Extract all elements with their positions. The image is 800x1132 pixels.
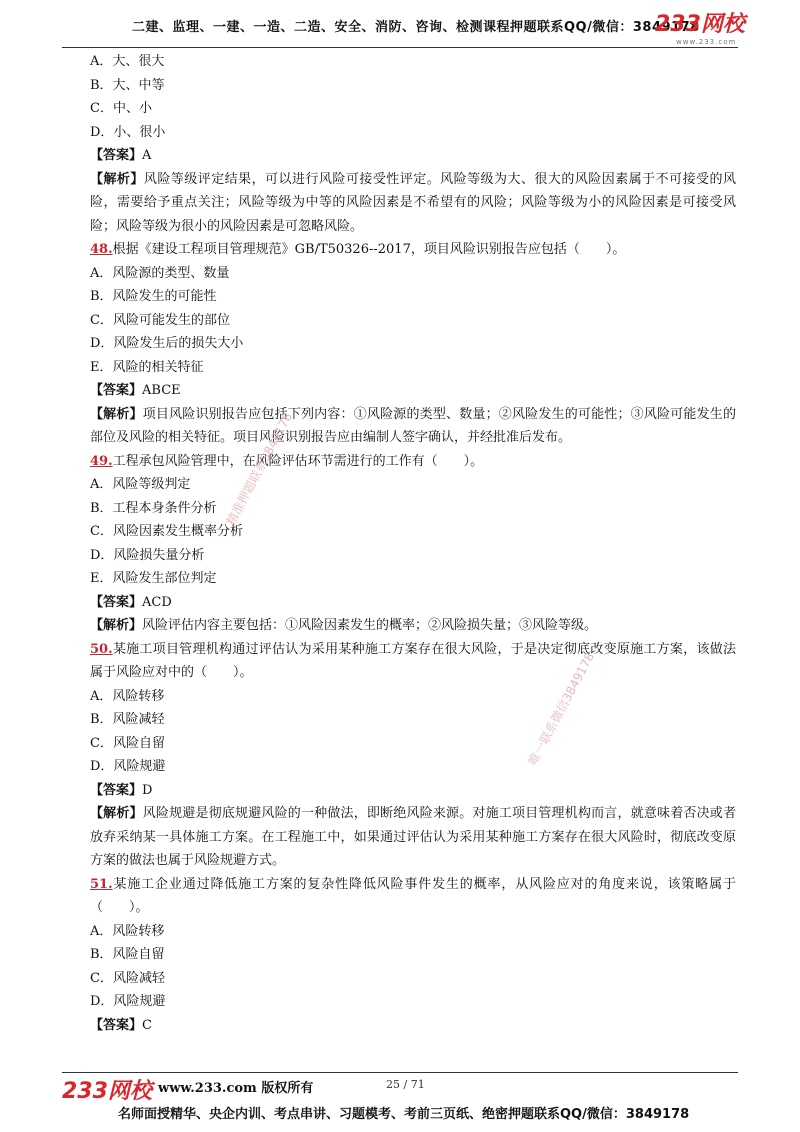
q47-analysis	[90, 168, 736, 239]
copyright-text: www.233.com 版权所有	[158, 1081, 314, 1096]
answer-value: A	[142, 148, 152, 163]
brand-logo-url: www.233.com	[676, 38, 737, 46]
q51-option-a: A．风险转移	[90, 923, 165, 939]
q50-analysis	[90, 802, 736, 873]
analysis-tag: 【解析】	[90, 806, 143, 821]
q51-option-c: C．风险减轻	[90, 970, 165, 986]
q50-option-d: D．风险规避	[90, 759, 166, 774]
q51-answer	[90, 1014, 736, 1038]
q48-analysis	[90, 403, 736, 450]
q47-option-c: C．中、小	[90, 101, 152, 116]
q49-stem	[90, 450, 736, 474]
question-number: 51.	[90, 876, 113, 892]
q50-option-b: B．风险减轻	[90, 712, 165, 727]
header-divider	[62, 47, 738, 48]
q48-option-c: C．风险可能发生的部位	[90, 312, 230, 328]
q49-option-e: E．风险发生部位判定	[90, 571, 217, 586]
analysis-text: 风险规避是彻底规避风险的一种做法，即断绝风险来源。对施工项目管理机构而言，就意味着否决或者放弃采纳某一具体施工方案。在工程施工中，如果通过评估认为采用某种施工方案存在很大风险时，彻底改变原方案的做法也属于风险规避方式。	[90, 806, 736, 868]
analysis-tag: 【解析】	[90, 171, 144, 187]
q49-option-c: C．风险因素发生概率分析	[90, 524, 243, 539]
question-number: 50.	[90, 641, 113, 657]
answer-value: C	[142, 1017, 152, 1033]
answer-value: ABCE	[142, 383, 181, 398]
q50-answer	[90, 779, 736, 803]
analysis-tag: 【解析】	[90, 618, 143, 633]
q48-option-b: B．风险发生的可能性	[90, 289, 217, 304]
q50-option-a: A．风险转移	[90, 688, 165, 704]
q49-option-d: D．风险损失量分析	[90, 547, 205, 563]
q49-answer	[90, 591, 736, 615]
answer-tag: 【答案】	[90, 383, 143, 398]
document-body	[90, 50, 736, 1037]
page-header	[0, 0, 800, 50]
footer-divider	[62, 1072, 738, 1073]
answer-tag: 【答案】	[90, 782, 143, 798]
analysis-text: 风险等级评定结果，可以进行风险可接受性评定。风险等级为大、很大的风险因素属于不可接受的风险，需要给予重点关注；风险等级为中等的风险因素是不希望有的风险；风险等级为小的风险因素是可接受风险；风险等级为很小的风险因素是可忽略风险。	[90, 171, 736, 234]
answer-tag: 【答案】	[90, 148, 143, 163]
analysis-tag: 【解析】	[90, 406, 143, 422]
answer-tag: 【答案】	[90, 594, 143, 610]
q51-option-b: B．风险自留	[90, 947, 165, 962]
watermark-text: 唯一联系微信3849178	[525, 650, 598, 768]
question-number: 48.	[90, 242, 113, 257]
q49-option-b: B．工程本身条件分析	[90, 500, 217, 516]
question-text: 某施工项目管理机构通过评估认为采用某种施工方案存在很大风险，于是决定彻底改变原施工方案，该做法属于风险应对中的（ ）。	[90, 641, 736, 680]
q47-option-d: D．小、很小	[90, 124, 166, 140]
q48-option-e: E．风险的相关特征	[90, 359, 204, 375]
watermark-text: 精准押题联系3849178	[223, 410, 296, 528]
question-text: 某施工企业通过降低施工方案的复杂性降低风险事件发生的概率，从风险应对的角度来说，该策略属于（ ）。	[90, 876, 736, 915]
brand-logo-top: 233网校	[655, 12, 745, 37]
q48-option-d: D．风险发生后的损失大小	[90, 336, 244, 351]
question-text: 根据《建设工程项目管理规范》GB/T50326--2017，项目风险识别报告应包括（ ）。	[112, 242, 626, 257]
page-number: 25 / 71	[386, 1078, 425, 1091]
q50-option-c: C．风险自留	[90, 735, 165, 751]
q48-option-a: A．风险源的类型、数量	[90, 265, 230, 281]
header-text: 二建、监理、一建、一造、二造、安全、消防、咨询、检测课程押题联系QQ/微信：3849178	[132, 20, 700, 35]
question-number: 49.	[90, 453, 113, 469]
q49-analysis	[90, 614, 736, 638]
answer-value: D	[142, 782, 153, 798]
q51-stem	[90, 873, 736, 920]
q51-option-d: D．风险规避	[90, 994, 166, 1009]
q49-option-a: A．风险等级判定	[90, 477, 191, 492]
q50-stem	[90, 638, 736, 685]
answer-tag: 【答案】	[90, 1017, 143, 1033]
analysis-text: 项目风险识别报告应包括下列内容：①风险源的类型、数量；②风险发生的可能性；③风险可能发生的部位及风险的相关特征。项目风险识别报告应由编制人签字确认，并经批准后发布。	[90, 406, 736, 445]
q47-option-b: B．大、中等	[90, 77, 165, 93]
q48-answer	[90, 379, 736, 403]
footer-text: 名师面授精华、央企内训、考点串讲、习题模考、考前三页纸、绝密押题联系QQ/微信：3849178	[118, 1107, 690, 1122]
q47-option-a: A．大、很大	[90, 54, 165, 69]
analysis-text: 风险评估内容主要包括：①风险因素发生的概率；②风险损失量；③风险等级。	[142, 618, 598, 633]
q47-answer	[90, 144, 736, 168]
answer-value: ACD	[142, 594, 172, 610]
q48-stem	[90, 238, 736, 262]
brand-logo-bottom: 233网校	[62, 1079, 152, 1104]
question-text: 工程承包风险管理中，在风险评估环节需进行的工作有（ ）。	[112, 453, 484, 469]
